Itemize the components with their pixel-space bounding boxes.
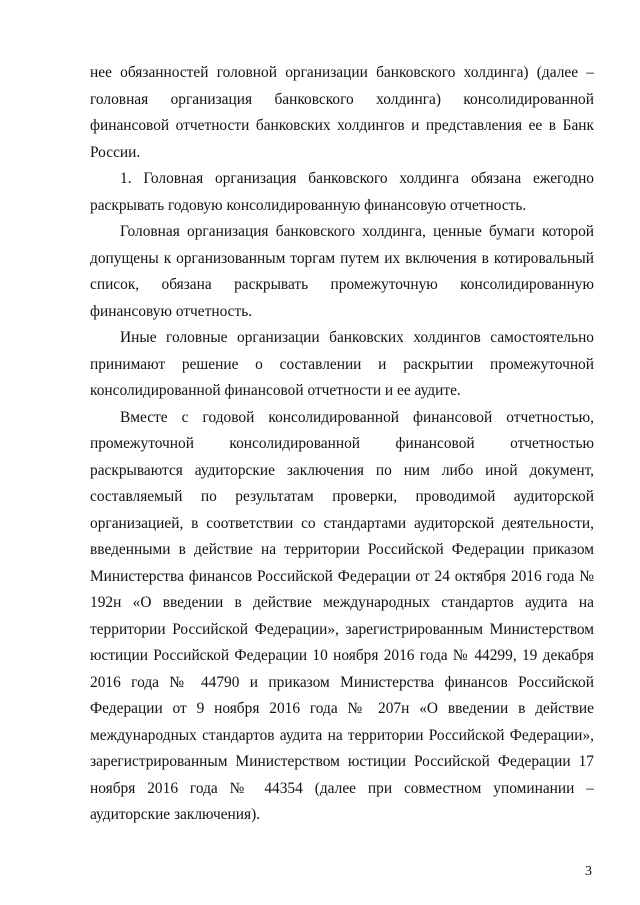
document-body — [90, 60, 594, 829]
paragraph-annual-disclosure: 1. Головная организация банковского холдинга обязана ежегодно раскрывать годовую консолидированную финансовую отчетность. — [90, 170, 594, 214]
paragraph-audit-reports: Вместе с годовой консолидированной финансовой отчетностью, промежуточной консолидированной финансовой отчетностью раскрываются аудиторские заключения по ним либо иной документ, составляемый по результатам проверки, проводимой аудиторской организацией, в соответствии со стандартами аудиторской деятельности, введенными в действие на территории Российской Федерации приказом Министерства финансов Российской Федерации от 24 октября 2016 года № 192н «О введении в действие международных стандартов аудита на территории Российской Федерации», зарегистрированным Министерством юстиции Российской Федерации 10 ноября 2016 года № 44299, 19 декабря 2016 года № 44790 и приказом Министерства финансов Российской Федерации от 9 ноября 2016 года № 207н «О введении в действие международных стандартов аудита на территории Российской Федерации», зарегистрированным Министерством юстиции Российской Федерации 17 ноября 2016 года № 44354 (далее при совместном упоминании – аудиторские заключения). — [90, 408, 594, 823]
paragraph-continuation: нее обязанностей головной организации банковского холдинга) (далее – головная организация банковского холдинга) консолидированной финансовой отчетности банковских холдингов и представления ее в Банк России. — [90, 64, 594, 161]
page-number: 3 — [585, 864, 592, 879]
paragraph-interim-disclosure: Головная организация банковского холдинга, ценные бумаги которой допущены к организованным торгам путем их включения в котировальный список, обязана раскрывать промежуточную консолидированную финансовую отчетность. — [90, 223, 594, 320]
paragraph-other-organizations: Иные головные организации банковских холдингов самостоятельно принимают решение о составлении и раскрытии промежуточной консолидированной финансовой отчетности и ее аудите. — [90, 329, 594, 399]
